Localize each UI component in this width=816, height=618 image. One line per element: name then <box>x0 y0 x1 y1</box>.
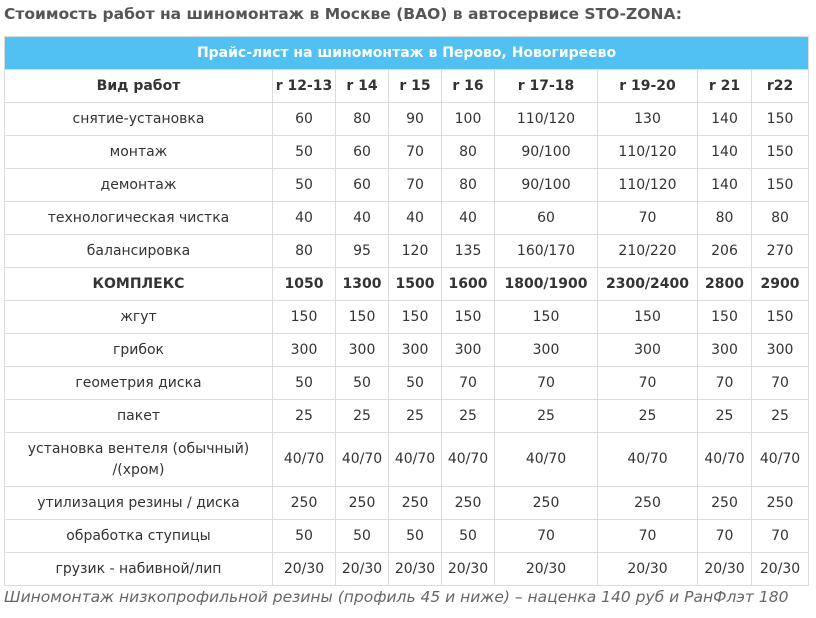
table-row <box>5 301 809 334</box>
price-cell: 300 <box>336 334 389 367</box>
table-row <box>5 487 809 520</box>
price-cell: 20/30 <box>752 553 809 586</box>
row-label: грибок <box>5 334 273 367</box>
row-label: технологическая чистка <box>5 202 273 235</box>
price-cell: 150 <box>752 169 809 202</box>
price-cell: 20/30 <box>598 553 698 586</box>
table-row <box>5 169 809 202</box>
price-cell: 250 <box>442 487 495 520</box>
table-row <box>5 400 809 433</box>
price-cell: 25 <box>336 400 389 433</box>
row-label: демонтаж <box>5 169 273 202</box>
price-cell: 270 <box>752 235 809 268</box>
price-cell: 25 <box>598 400 698 433</box>
price-cell: 150 <box>752 136 809 169</box>
price-cell: 70 <box>752 367 809 400</box>
price-cell: 250 <box>389 487 442 520</box>
price-cell: 20/30 <box>273 553 336 586</box>
price-cell: 2900 <box>752 268 809 301</box>
price-cell: 25 <box>389 400 442 433</box>
price-cell: 40/70 <box>598 433 698 487</box>
price-cell: 20/30 <box>336 553 389 586</box>
price-cell: 50 <box>273 367 336 400</box>
price-cell: 2300/2400 <box>598 268 698 301</box>
price-cell: 140 <box>698 169 752 202</box>
price-cell: 50 <box>389 367 442 400</box>
price-cell: 300 <box>698 334 752 367</box>
table-row <box>5 334 809 367</box>
price-cell: 25 <box>273 400 336 433</box>
price-cell: 70 <box>389 169 442 202</box>
price-cell: 90 <box>389 103 442 136</box>
price-cell: 70 <box>598 520 698 553</box>
price-cell: 1600 <box>442 268 495 301</box>
price-cell: 80 <box>752 202 809 235</box>
table-banner: Прайс-лист на шиномонтаж в Перово, Новогиреево <box>5 37 809 70</box>
price-cell: 2800 <box>698 268 752 301</box>
row-label: пакет <box>5 400 273 433</box>
table-row <box>5 235 809 268</box>
price-cell: 25 <box>698 400 752 433</box>
price-cell: 140 <box>698 136 752 169</box>
row-label: балансировка <box>5 235 273 268</box>
price-cell: 50 <box>273 520 336 553</box>
price-cell: 150 <box>442 301 495 334</box>
price-cell: 70 <box>442 367 495 400</box>
row-label: грузик - набивной/лип <box>5 553 273 586</box>
price-cell: 50 <box>273 169 336 202</box>
price-cell: 40/70 <box>442 433 495 487</box>
price-cell: 300 <box>598 334 698 367</box>
price-cell: 70 <box>495 367 598 400</box>
price-cell: 40/70 <box>752 433 809 487</box>
price-cell: 150 <box>336 301 389 334</box>
price-cell: 50 <box>336 367 389 400</box>
price-cell: 40 <box>336 202 389 235</box>
price-cell: 60 <box>495 202 598 235</box>
price-cell: 300 <box>442 334 495 367</box>
footnote: Шиномонтаж низкопрофильной резины (профиль 45 и ниже) – наценка 140 руб и РанФлэт 180 <box>4 588 789 606</box>
column-header: r 12-13 <box>273 70 336 103</box>
price-cell: 1050 <box>273 268 336 301</box>
row-label: снятие-установка <box>5 103 273 136</box>
column-header: r 15 <box>389 70 442 103</box>
price-cell: 70 <box>598 202 698 235</box>
price-cell: 300 <box>495 334 598 367</box>
price-cell: 20/30 <box>442 553 495 586</box>
price-cell: 70 <box>389 136 442 169</box>
price-cell: 60 <box>336 136 389 169</box>
price-cell: 150 <box>495 301 598 334</box>
table-header-row <box>5 70 809 103</box>
column-header: r22 <box>752 70 809 103</box>
price-cell: 50 <box>336 520 389 553</box>
price-cell: 150 <box>389 301 442 334</box>
table-row <box>5 103 809 136</box>
price-cell: 1300 <box>336 268 389 301</box>
table-row <box>5 202 809 235</box>
price-cell: 250 <box>336 487 389 520</box>
column-header: r 21 <box>698 70 752 103</box>
column-header: Вид работ <box>5 70 273 103</box>
price-cell: 50 <box>442 520 495 553</box>
table-row <box>5 136 809 169</box>
price-cell: 1800/1900 <box>495 268 598 301</box>
price-cell: 100 <box>442 103 495 136</box>
row-label: КОМПЛЕКС <box>5 268 273 301</box>
price-cell: 120 <box>389 235 442 268</box>
table-row <box>5 367 809 400</box>
price-cell: 40/70 <box>389 433 442 487</box>
price-cell: 90/100 <box>495 136 598 169</box>
price-cell: 50 <box>389 520 442 553</box>
price-table-body <box>5 37 809 586</box>
price-cell: 20/30 <box>698 553 752 586</box>
price-cell: 135 <box>442 235 495 268</box>
table-row <box>5 553 809 586</box>
price-cell: 150 <box>598 301 698 334</box>
price-cell: 80 <box>442 169 495 202</box>
price-cell: 250 <box>598 487 698 520</box>
price-cell: 25 <box>442 400 495 433</box>
row-label: жгут <box>5 301 273 334</box>
price-cell: 80 <box>273 235 336 268</box>
price-cell: 95 <box>336 235 389 268</box>
price-cell: 40/70 <box>495 433 598 487</box>
price-cell: 40 <box>389 202 442 235</box>
row-label: установка вентеля (обычный) /(хром) <box>5 433 273 487</box>
price-cell: 210/220 <box>598 235 698 268</box>
price-cell: 50 <box>273 136 336 169</box>
price-cell: 70 <box>495 520 598 553</box>
price-cell: 140 <box>698 103 752 136</box>
price-cell: 300 <box>752 334 809 367</box>
price-cell: 60 <box>336 169 389 202</box>
price-table <box>4 36 809 586</box>
price-cell: 250 <box>752 487 809 520</box>
price-cell: 40/70 <box>273 433 336 487</box>
price-cell: 80 <box>336 103 389 136</box>
price-cell: 110/120 <box>598 169 698 202</box>
price-cell: 70 <box>698 520 752 553</box>
price-cell: 250 <box>273 487 336 520</box>
price-cell: 25 <box>495 400 598 433</box>
price-cell: 70 <box>598 367 698 400</box>
price-cell: 40/70 <box>336 433 389 487</box>
price-cell: 110/120 <box>598 136 698 169</box>
table-row <box>5 268 809 301</box>
price-cell: 40/70 <box>698 433 752 487</box>
page-title: Стоимость работ на шиномонтаж в Москве (ВАО) в автосервисе STO-ZONA: <box>4 5 682 23</box>
price-cell: 150 <box>752 301 809 334</box>
price-cell: 20/30 <box>389 553 442 586</box>
price-cell: 20/30 <box>495 553 598 586</box>
price-cell: 110/120 <box>495 103 598 136</box>
price-cell: 60 <box>273 103 336 136</box>
price-cell: 206 <box>698 235 752 268</box>
price-cell: 300 <box>389 334 442 367</box>
price-cell: 1500 <box>389 268 442 301</box>
column-header: r 14 <box>336 70 389 103</box>
price-cell: 70 <box>698 367 752 400</box>
price-cell: 80 <box>442 136 495 169</box>
row-label: монтаж <box>5 136 273 169</box>
price-cell: 150 <box>752 103 809 136</box>
price-cell: 70 <box>752 520 809 553</box>
price-cell: 160/170 <box>495 235 598 268</box>
column-header: r 17-18 <box>495 70 598 103</box>
price-cell: 130 <box>598 103 698 136</box>
price-cell: 150 <box>273 301 336 334</box>
price-cell: 40 <box>273 202 336 235</box>
table-row <box>5 520 809 553</box>
row-label: утилизация резины / диска <box>5 487 273 520</box>
price-cell: 150 <box>698 301 752 334</box>
price-cell: 40 <box>442 202 495 235</box>
row-label: геометрия диска <box>5 367 273 400</box>
table-banner-row <box>5 37 809 70</box>
price-cell: 250 <box>698 487 752 520</box>
price-cell: 300 <box>273 334 336 367</box>
price-cell: 90/100 <box>495 169 598 202</box>
price-cell: 25 <box>752 400 809 433</box>
price-cell: 250 <box>495 487 598 520</box>
row-label: обработка ступицы <box>5 520 273 553</box>
price-cell: 80 <box>698 202 752 235</box>
table-row <box>5 433 809 487</box>
column-header: r 19-20 <box>598 70 698 103</box>
column-header: r 16 <box>442 70 495 103</box>
